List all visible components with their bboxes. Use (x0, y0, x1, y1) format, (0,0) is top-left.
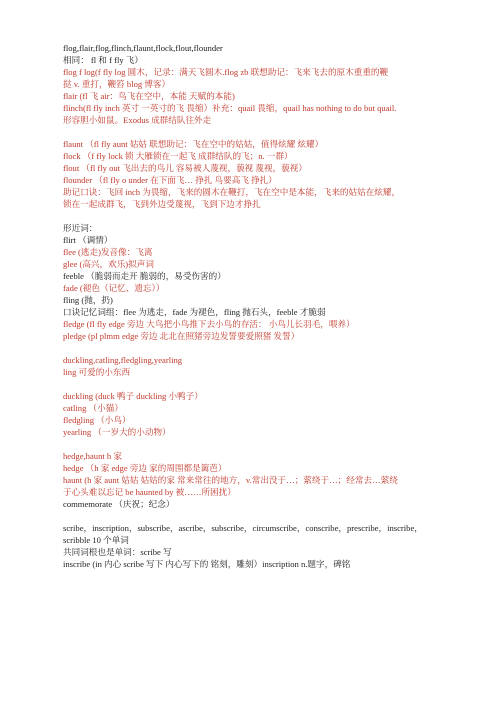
text-line: ling 可爱的小东西 (63, 367, 131, 377)
text-line: inscribe (in 内心 scribe 写下 内心写下的 铭刻，雕刻）inscription n.题字，碑铭 (63, 559, 351, 569)
text-line: flaunt （fl fly aunt 姑姑 联想助记：飞在空中的姑姑，值得炫耀 炫耀） (63, 139, 324, 149)
text-line: pledge (pl plmm edge 旁边 北北在照猪旁边发誓要爱照猪 发誓） (63, 331, 300, 341)
text-line: fling (抛，扔) (63, 295, 113, 305)
text-line: 形容胆小如鼠。Exodus 成群结队往外走 (63, 115, 212, 125)
text-line: duckling,catling,fledgling,yearling (63, 355, 183, 365)
text-line: haunt (h 家 aunt 姑姑 姑姑的家 常来常往的地方，v.常出没于…；萦绕于…；经常去…萦绕 (63, 475, 398, 485)
text-line: hedge,haunt h 家 (63, 451, 122, 461)
text-line: glee (高兴，欢乐)拟声词 (63, 259, 154, 269)
text-line: 于心头难以忘记 be haunted by 被……所困扰） (63, 487, 236, 497)
text-line: hedge （h 家 edge 旁边 家的周围都是篱芭） (63, 463, 227, 473)
text-line: fledge (fl fly edge 旁边 大鸟把小鸟推下去小鸟的存活： 小鸟儿长羽毛，喂养） (63, 319, 355, 329)
text-line: flirt （调情） (63, 235, 113, 245)
text-line: scribe，inscription，subscribe，ascribe，subscribe，circumscribe，conscribe，prescribe，inscribe， (63, 523, 423, 533)
text-line: fledgling （小鸟） (63, 415, 131, 425)
text-line: flounder （fl fly o under 在下面飞… 挣扎 鸟要高飞 挣扎） (63, 175, 277, 185)
text-line: 共同词根也是单词：scribe 写 (63, 547, 172, 557)
text-line: catling （小猫） (63, 403, 123, 413)
text-line: 助记口诀：飞回 inch 为畏缩，飞来的圆木在鞭打，飞在空中是本能，飞来的姑姑在炫耀， (63, 187, 401, 197)
text-line: 挞 v. 重打，鞭笞 blog 博客） (63, 79, 171, 89)
text-line: flee (逃走)发音像：飞离 (63, 247, 153, 257)
text-line: feeble （脆弱而走开 脆弱的，易受伤害的） (63, 271, 226, 281)
text-line: fade (褪色（记忆、遗忘）） (63, 283, 165, 293)
text-line: 口诀记忆词组：flee 为逃走，fade 为褪色，fling 抛石头，feeble 才脆弱 (63, 307, 326, 317)
text-line: commemorate （庆祝；纪念） (63, 499, 175, 509)
text-line: flout （fl fly out 飞出去的鸟儿 容易被人蔑视，藐视 蔑视，藐视） (63, 163, 307, 173)
text-line: 锁在一起成群飞，飞到外边受蔑视，飞到下边才挣扎 (63, 199, 261, 209)
text-line: flinch(fl fly inch 英寸 一英寸的飞 畏缩）补充：quail 畏缩，quail has nothing to do but quail. (63, 103, 397, 113)
text-line: duckling (duck 鸭子 duckling 小鸭子） (63, 391, 203, 401)
text-line: flair (fl 飞 air：鸟飞在空中，本能 天赋的本能) (63, 91, 235, 101)
heading-fl-words: flog,flair,flog,flinch,flaunt,flock,flout,flounder (63, 43, 223, 53)
document-body (63, 42, 435, 570)
text-line: scribble 10 个单词 (63, 535, 129, 545)
text-line: flock （f fly lock 锁 大雁锁在一起飞 成群结队的飞；n. 一群） (63, 151, 293, 161)
text-line: 形近词： (63, 223, 98, 233)
text-line: flog f log(f fly log 圆木，记录：满天飞圆木.flog zb 联想助记：飞来飞去的原木重重的鞭 (63, 67, 389, 77)
text-line: 相同： fl 和 f fly 飞） (63, 55, 143, 65)
text-line: yearling （一岁大的小动物） (63, 427, 171, 437)
